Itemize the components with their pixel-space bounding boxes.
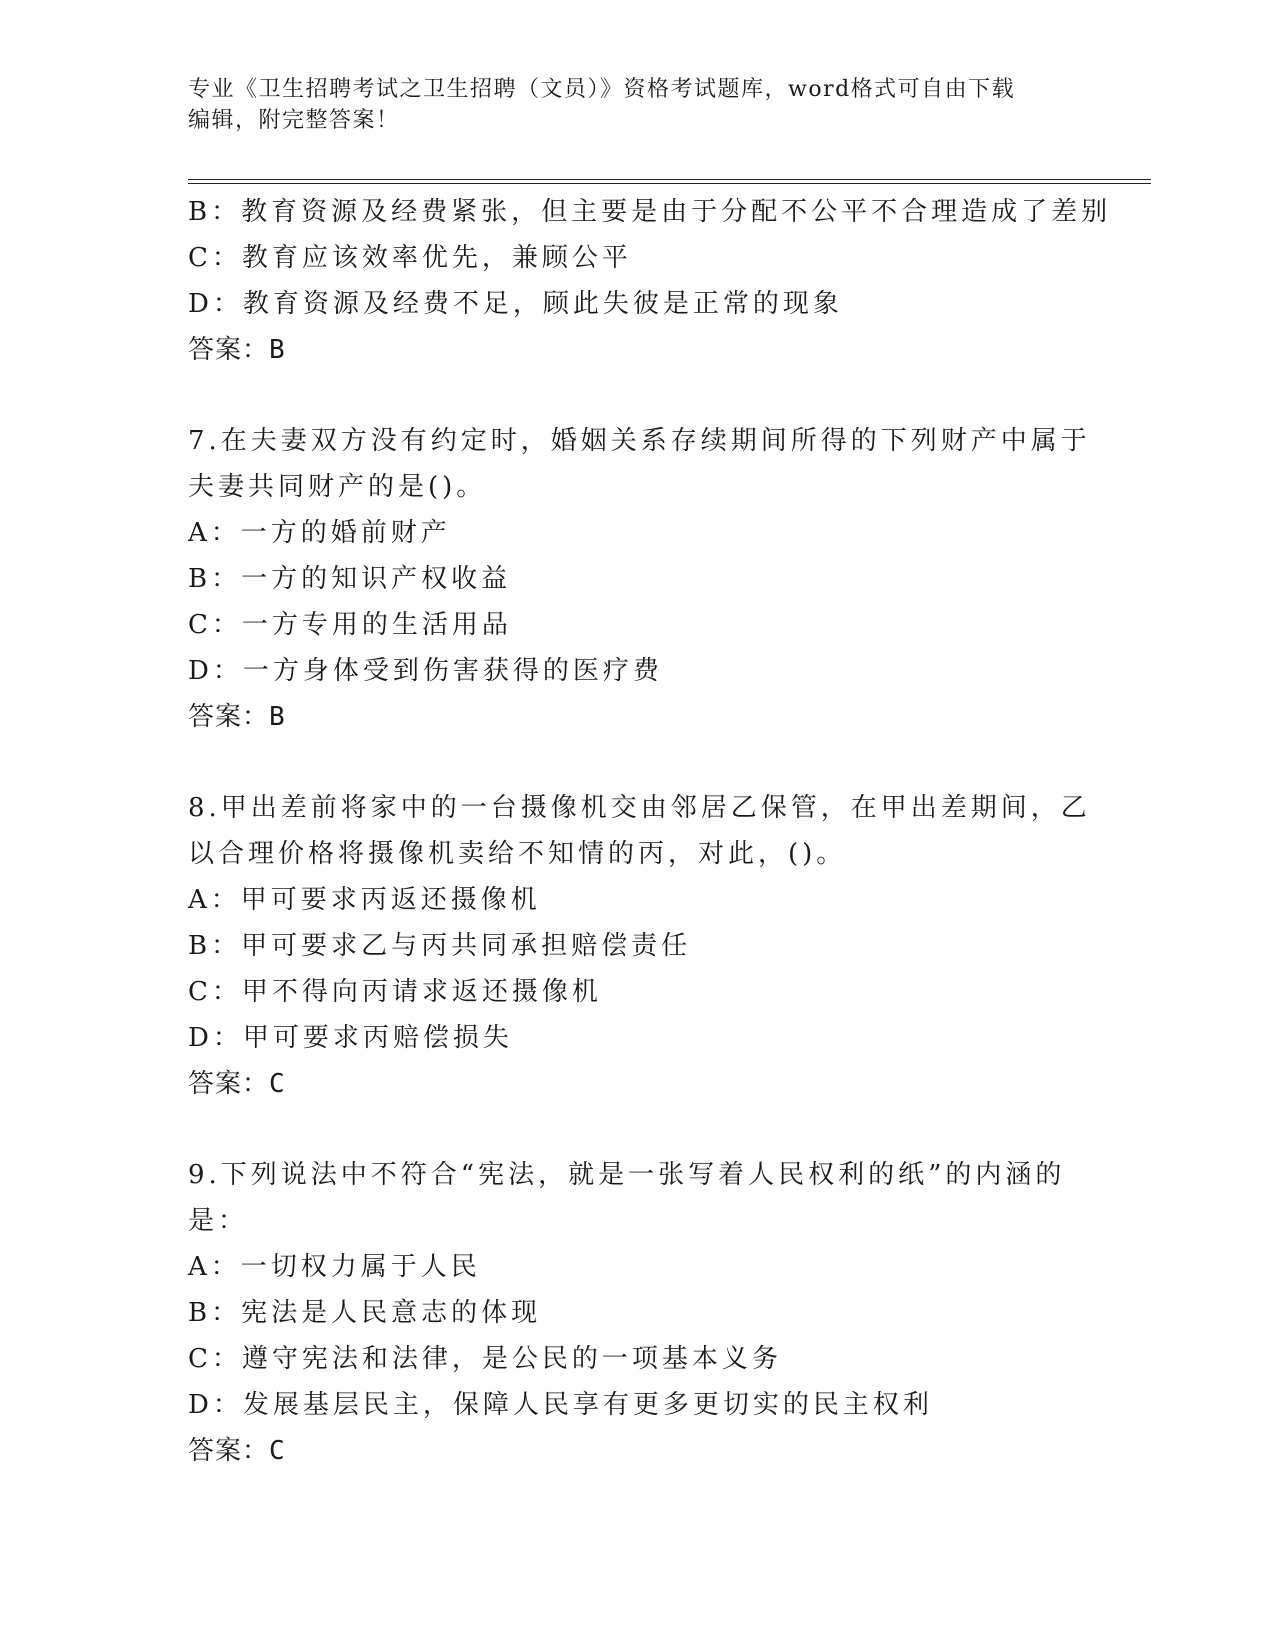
spacer	[188, 1107, 1088, 1152]
option-b: B：教育资源及经费紧张，但主要是由于分配不公平不合理造成了差别	[188, 197, 1112, 227]
answer-label: 答案：	[188, 702, 270, 732]
option-b: B：一方的知识产权收益	[188, 564, 512, 594]
option-c: C：一方专用的生活用品	[188, 610, 512, 640]
answer-line	[188, 694, 1088, 740]
question-block-7	[188, 418, 1091, 740]
option-a: A：一方的婚前财产	[188, 518, 451, 548]
answer-line	[188, 1428, 1088, 1474]
question-stem-continued: 以合理价格将摄像机卖给不知情的丙，对此，()。	[188, 839, 847, 869]
answer-label: 答案：	[188, 1436, 270, 1466]
header-line-1: 专业《卫生招聘考试之卫生招聘（文员）》资格考试题库，word格式可自由下载	[188, 77, 1016, 102]
option-d: D：一方身体受到伤害获得的医疗费	[188, 656, 663, 686]
header-divider-top	[188, 179, 1151, 180]
question-stem-continued: 是：	[188, 1206, 249, 1236]
question-stem: 8.甲出差前将家中的一台摄像机交由邻居乙保管，在甲出差期间，乙	[188, 793, 1091, 823]
answer-label: 答案：	[188, 1069, 270, 1099]
question-stem: 7.在夫妻双方没有约定时，婚姻关系存续期间所得的下列财产中属于	[188, 426, 1091, 456]
answer-value: C	[269, 1436, 286, 1466]
answer-value: B	[269, 702, 286, 732]
question-stem-continued: 夫妻共同财产的是()。	[188, 472, 487, 502]
question-block-8	[188, 785, 1091, 1107]
spacer	[188, 373, 1088, 418]
answer-value: C	[269, 1069, 286, 1099]
question-block-9	[188, 1152, 1088, 1474]
option-d: D：教育资源及经费不足，顾此失彼是正常的现象	[188, 289, 843, 319]
question-stem: 9.下列说法中不符合“宪法，就是一张写着人民权利的纸”的内涵的	[188, 1160, 1066, 1190]
option-c: C：遵守宪法和法律，是公民的一项基本义务	[188, 1344, 782, 1374]
answer-line	[188, 327, 1088, 373]
question-block-6	[188, 189, 1112, 373]
option-d: D：甲可要求丙赔偿损失	[188, 1023, 513, 1053]
answer-value: B	[269, 335, 286, 365]
option-a: A：甲可要求丙返还摄像机	[188, 885, 541, 915]
option-c: C：教育应该效率优先，兼顾公平	[188, 243, 632, 273]
answer-line	[188, 1061, 1088, 1107]
spacer	[188, 740, 1088, 785]
header-line-2: 编辑，附完整答案！	[188, 108, 400, 133]
option-b: B：甲可要求乙与丙共同承担赔偿责任	[188, 931, 692, 961]
option-a: A：一切权力属于人民	[188, 1252, 481, 1282]
question-list	[188, 189, 1112, 1474]
option-d: D：发展基层民主，保障人民享有更多更切实的民主权利	[188, 1390, 933, 1420]
header-divider-bottom	[188, 183, 1151, 184]
document-header	[188, 74, 1068, 136]
option-b: B：宪法是人民意志的体现	[188, 1298, 542, 1328]
option-c: C：甲不得向丙请求返还摄像机	[188, 977, 602, 1007]
answer-label: 答案：	[188, 335, 270, 365]
